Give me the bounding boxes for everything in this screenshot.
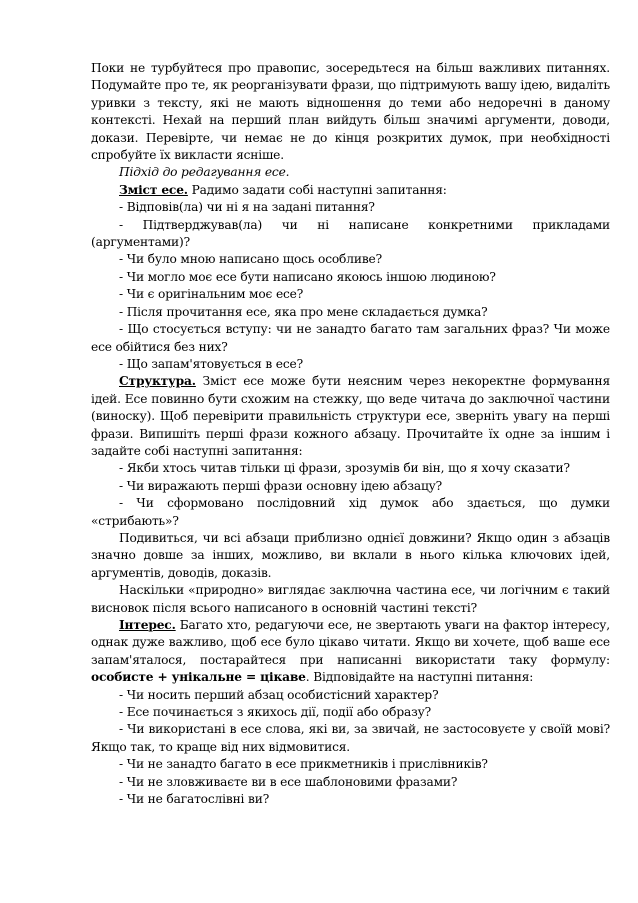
interest-formula: особисте + унікальне = цікаве <box>91 670 306 685</box>
content-question: - Відповів(ла) чи ні я на задані питання? <box>119 200 375 215</box>
structure-text: Зміст есе може бути неясним через некоректне формування ідей. Есе повинно бути схожим на стежку, що веде читача до заключної частини (виноску). Щоб перевірити правильність структури есе, зверніть увагу на перші фрази. Випишіть перші фрази кожного абзацу. Прочитайте їх одне за іншим і задайте собі наступні запитання: <box>91 374 610 458</box>
structure-paragraph-conclusion: Наскільки «природно» виглядає заключна частина есе, чи логічним є такий висновок після всього написаного в основній частині тексті? <box>91 583 610 615</box>
structure-question: - Якби хтось читав тільки ці фрази, зрозумів би він, що я хочу сказати? <box>119 461 570 476</box>
interest-paragraph <box>91 617 610 687</box>
document-page <box>91 60 610 808</box>
content-question: - Чи є оригінальним моє есе? <box>119 287 304 302</box>
structure-paragraph-length: Подивиться, чи всі абзаци приблизно однієї довжини? Якщо один з абзаців значно довше за інших, можливо, ви вклали в нього кілька ключових ідей, аргументів, доводів, доказів. <box>91 530 610 580</box>
interest-question: - Чи використані в есе слова, які ви, за звичай, не застосовуєте у своїй мові? Якщо так, то краще від них відмовитися. <box>91 722 610 754</box>
content-question: - Чи могло моє есе бути написано якоюсь іншою людиною? <box>119 269 496 284</box>
content-lead-paragraph <box>91 182 610 199</box>
content-lead-text: Радимо задати собі наступні запитання: <box>187 182 447 197</box>
content-question: - Чи було мною написано щось особливе? <box>119 252 382 267</box>
interest-question: - Чи носить перший абзац особистісний характер? <box>119 687 439 702</box>
content-question: - Що стосується вступу: чи не занадто багато там загальних фраз? Чи може есе обійтися без них? <box>91 322 610 354</box>
structure-paragraph <box>91 373 610 460</box>
intro-paragraph: Поки не турбуйтеся про правопис, зосередьтеся на більш важливих питаннях. Подумайте про те, як реорганізувати фрази, що підтримують вашу ідею, видаліть уривки з тексту, які не мають відношення до теми або недоречні в даному контексті. Нехай на перший план вийдуть більш значимі аргументи, доводи, докази. Перевірте, чи немає не до кінця розкритих думок, при необхідності спробуйте їх викласти ясніше. <box>91 61 610 163</box>
content-question: - Що запам'ятовується в есе? <box>119 356 303 371</box>
interest-question: - Есе починається з якихось дії, події або образу? <box>119 705 432 720</box>
structure-question: - Чи виражають перші фрази основну ідею абзацу? <box>119 478 443 493</box>
content-question: - Підтверджував(ла) чи ні написане конкретними прикладами (аргументами)? <box>91 217 610 250</box>
interest-question: - Чи не багатослівні ви? <box>119 792 270 807</box>
interest-question: - Чи не занадто багато в есе прикметників і прислівників? <box>119 757 488 772</box>
content-question: - Після прочитання есе, яка про мене складається думка? <box>119 304 488 319</box>
interest-after-text: . Відповідайте на наступні питання: <box>305 670 534 685</box>
interest-text: Багато хто, редагуючи есе, не звертають уваги на фактор інтересу, однак дуже важливо, щоб есе було цікаво читати. Якщо ви хочете, щоб ваше есе запам'яталося, постарайтеся при написанні використати таку формулу: <box>91 618 610 667</box>
structure-heading: Структура. <box>119 374 196 389</box>
structure-question: - Чи сформовано послідовний хід думок або здається, що думки «стрибають»? <box>91 496 610 528</box>
interest-heading: Інтерес. <box>119 618 176 632</box>
approach-heading: Підхід до редагування есе. <box>119 165 290 180</box>
interest-question: - Чи не зловживаєте ви в есе шаблоновими фразами? <box>119 774 458 789</box>
content-heading: Зміст есе. <box>119 182 188 197</box>
